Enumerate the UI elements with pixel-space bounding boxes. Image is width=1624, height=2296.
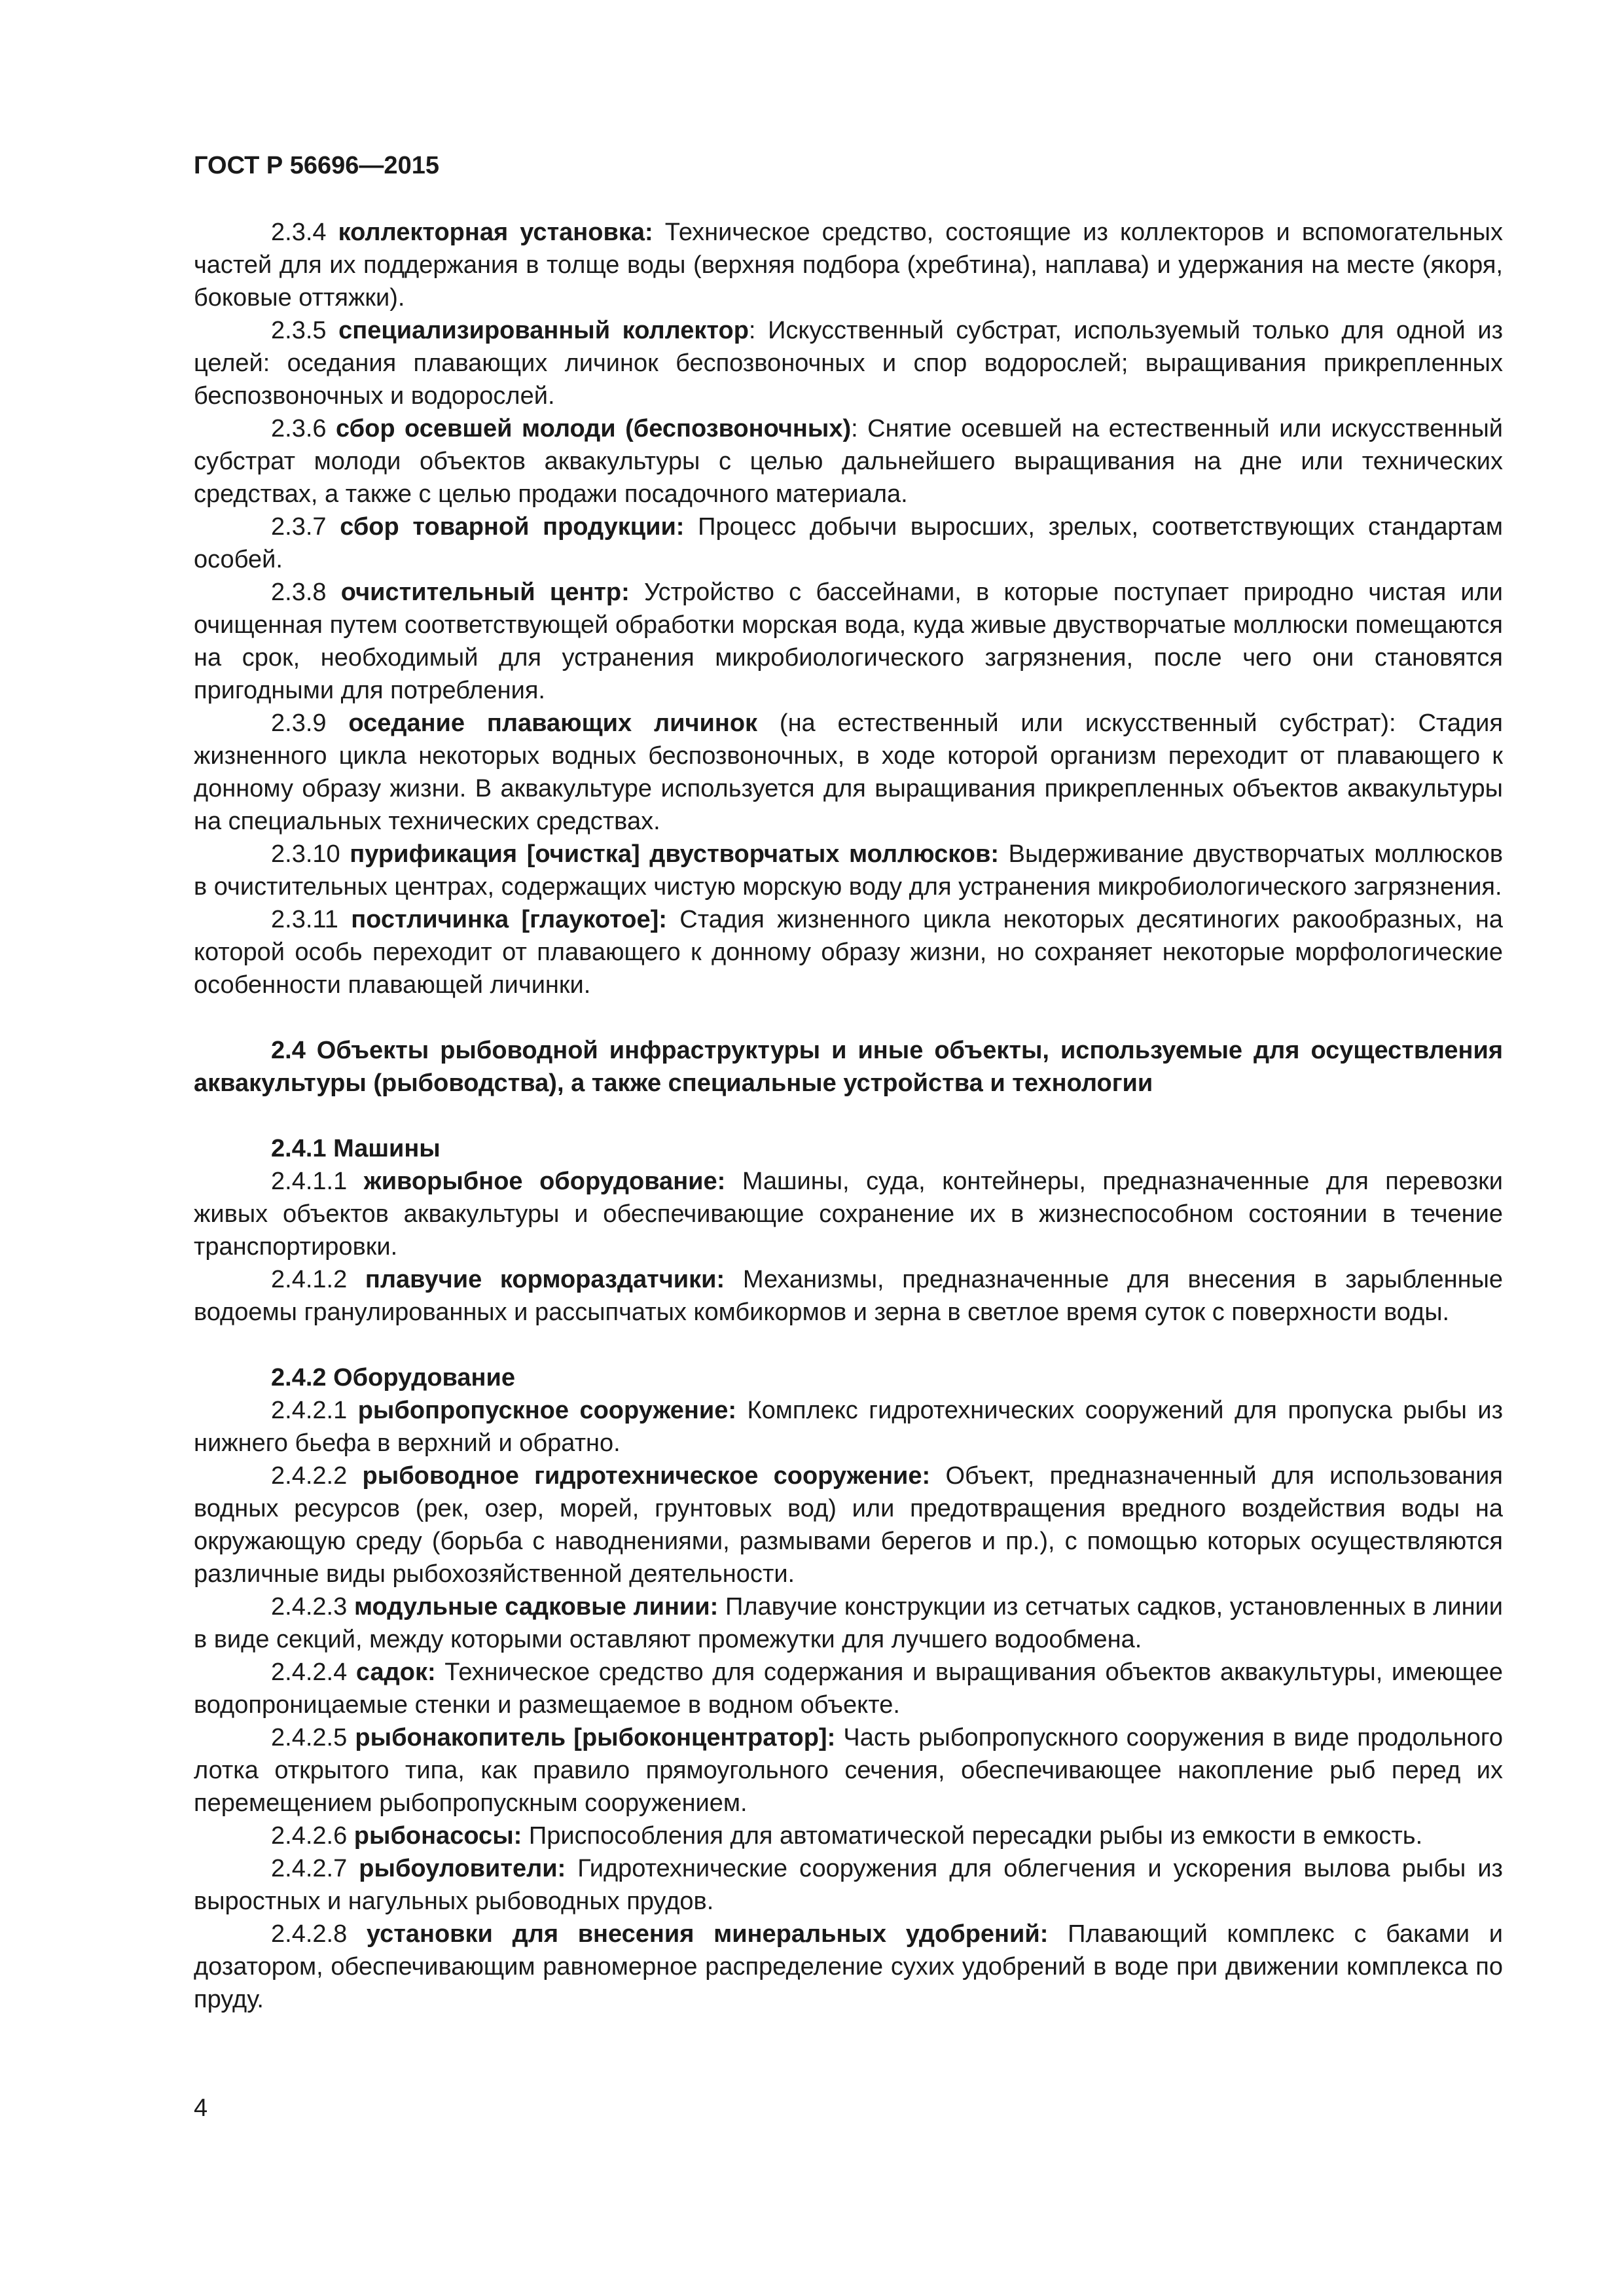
entry-2-3-11: 2.3.11 постличинка [глаукотое]: Стадия жизненного цикла некоторых десятиногих ракообразных, на которой особь переходит от плавающего к донному образу жизни, но сохраняет некоторые морфологические особенности плавающей личинки. xyxy=(194,906,1503,999)
entry-2-4-2-7: 2.4.2.7 рыбоуловители: Гидротехнические сооружения для облегчения и ускорения вылова рыбы из выростных и нагульных рыбоводных прудов. xyxy=(194,1855,1503,1915)
entry-2-4-2-8: 2.4.2.8 установки для внесения минеральных удобрений: Плавающий комплекс с баками и дозатором, обеспечивающим равномерное распределение сухих удобрений в воде при движении комплекса по пруду. xyxy=(194,1920,1504,2013)
entry-2-4-1-2: 2.4.1.2 плавучие кормораздатчики: Механизмы, предназначенные для внесения в зарыбленные водоемы гранулированных и рассыпчатых комбикормов и зерна в светлое время суток с поверхности воды. xyxy=(194,1266,1504,1326)
entry-2-4-1-1: 2.4.1.1 живорыбное оборудование: Машины, суда, контейнеры, предназначенные для перевозки живых объектов аквакультуры и обеспечивающие сохранение их в жизнеспособном состоянии в течение транспортировки. xyxy=(194,1168,1504,1261)
entry-2-4-2-2: 2.4.2.2 рыбоводное гидротехническое сооружение: Объект, предназначенный для использования водных ресурсов (рек, озер, морей, грунтовых вод) или предотвращения вредного воздействия воды на окружающую среду (борьба с наводнениями, размывами берегов и пр.), с помощью которых осуществляются различные виды рыбохозяйственной деятельности. xyxy=(194,1462,1503,1588)
entry-2-3-7: 2.3.7 сбор товарной продукции: Процесс добычи выросших, зрелых, соответствующих стандартам особей. xyxy=(194,513,1503,573)
entry-2-4-2-5: 2.4.2.5 рыбонакопитель [рыбоконцентратор]: Часть рыбопропускного сооружения в виде продольного лотка открытого типа, как правило прямоугольного сечения, обеспечивающее накопление рыб перед их перемещением рыбопропускным сооружением. xyxy=(194,1724,1504,1817)
entry-2-3-5: 2.3.5 специализированный коллектор: Искусственный субстрат, используемый только для одной из целей: оседания плавающих личинок беспозвоночных и спор водорослей; выращивания прикрепленных беспозвоночных и водорослей. xyxy=(194,317,1503,410)
entries-list-2-4-1 xyxy=(194,1165,1503,1329)
entry-2-3-10: 2.3.10 пурификация [очистка] двустворчатых моллюсков: Выдерживание двустворчатых моллюсков в очистительных центрах, содержащих чистую морскую воду для устранения микробиологического загрязнения. xyxy=(194,840,1504,901)
entry-2-4-2-3: 2.4.2.3 модульные садковые линии: Плавучие конструкции из сетчатых садков, установленных в линии в виде секций, между которыми оставляют промежутки для лучшего водообмена. xyxy=(194,1593,1504,1653)
page-number: 4 xyxy=(194,2094,208,2122)
entry-2-3-4: 2.3.4 коллекторная установка: Техническое средство, состоящие из коллекторов и вспомогательных частей для их поддержания в толще воды (верхняя подбора (хребтина), наплава) и удержания на месте (якоря, боковые оттяжки). xyxy=(194,219,1503,312)
entry-2-3-9: 2.3.9 оседание плавающих личинок (на естественный или искусственный субстрат): Стадия жизненного цикла некоторых водных беспозвоночных, в ходе которой организм переходит от плавающего к донному образу жизни. В аквакультуре используется для выращивания прикрепленных объектов аквакультуры на специальных технических средствах. xyxy=(194,709,1503,835)
subsection-title-2-4-1: 2.4.1 Машины xyxy=(271,1135,441,1162)
entry-2-4-2-4: 2.4.2.4 садок: Техническое средство для содержания и выращивания объектов аквакультуры, имеющее водопроницаемые стенки и размещаемое в водном объекте. xyxy=(194,1659,1504,1719)
entry-2-3-8: 2.3.8 очистительный центр: Устройство с бассейнами, в которые поступает природно чистая или очищенная путем соответствующей обработки морская вода, куда живые двустворчатые моллюски помещаются на срок, необходимый для устранения микробиологического загрязнения, после чего они становятся пригодными для потребления. xyxy=(194,579,1504,704)
spacer xyxy=(194,1329,1503,1361)
subsection-title-2-4-2: 2.4.2 Оборудование xyxy=(271,1364,515,1391)
document-header: ГОСТ Р 56696—2015 xyxy=(194,152,439,179)
entry-2-3-6: 2.3.6 сбор осевшей молоди (беспозвоночных): Снятие осевшей на естественный или искусственный субстрат молоди объектов аквакультуры с целью дальнейшего выращивания на дне или технических средствах, а также с целью продажи посадочного материала. xyxy=(194,415,1503,508)
entry-2-4-2-1: 2.4.2.1 рыбопропускное сооружение: Комплекс гидротехнических сооружений для пропуска рыбы из нижнего бьефа в верхний и обратно. xyxy=(194,1397,1503,1457)
document-page xyxy=(194,149,1503,2016)
section-title-2-4: 2.4 Объекты рыбоводной инфраструктуры и иные объекты, используемые для осуществления аквакультуры (рыбоводства), а также специальные устройства и технологии xyxy=(194,1037,1503,1097)
entries-list-2-3 xyxy=(194,216,1503,1001)
entry-2-4-2-6: 2.4.2.6 рыбонасосы: Приспособления для автоматической пересадки рыбы из емкости в емкость. xyxy=(271,1822,1423,1850)
entries-list-2-4-2 xyxy=(194,1394,1503,2016)
